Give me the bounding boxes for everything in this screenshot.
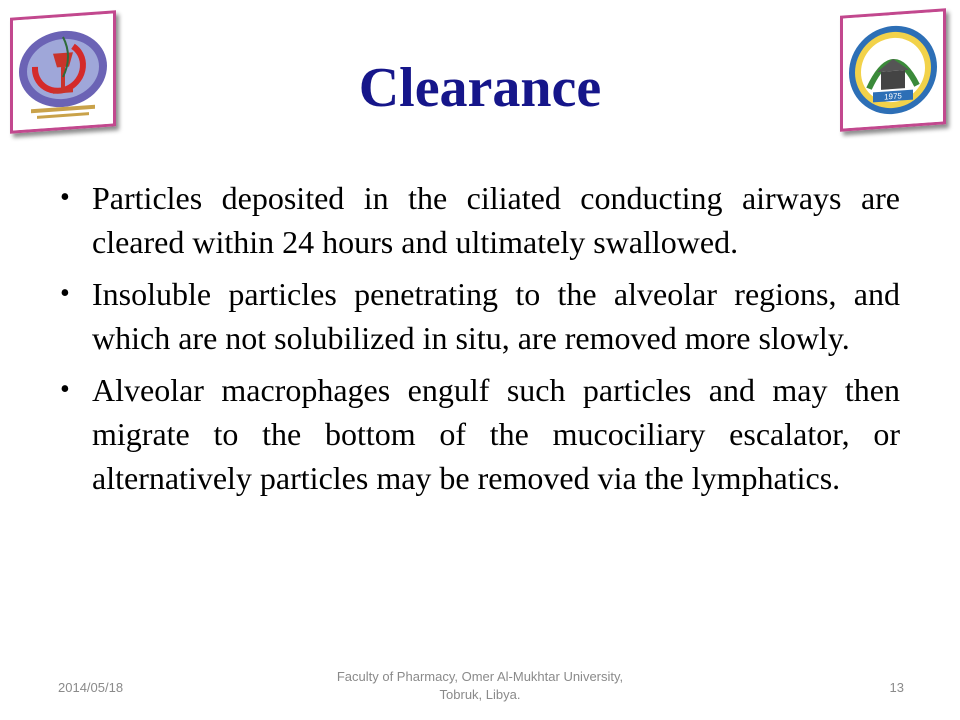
- footer-page-number: 13: [889, 680, 904, 695]
- slide-title: Clearance: [358, 57, 602, 119]
- bullet-item: [60, 272, 900, 360]
- bullet-text: Alveolar macrophages engulf such particles and may then migrate to the bottom of the mucociliary escalator, or alternatively particles may be removed via the lymphatics.: [92, 372, 900, 496]
- seal-year: 1975: [884, 91, 902, 102]
- bullet-item: [60, 368, 900, 500]
- bullet-text: Insoluble particles penetrating to the alveolar regions, and which are not solubilized in situ, are removed more slowly.: [92, 276, 900, 356]
- bullet-list: [60, 176, 900, 508]
- bullet-marker: •: [60, 374, 70, 405]
- footer-institution: Faculty of Pharmacy, Omer Al-Mukhtar University, Tobruk, Libya.: [336, 669, 624, 702]
- bullet-marker: •: [60, 182, 70, 213]
- footer-date: 2014/05/18: [58, 680, 124, 695]
- bullet-item: [60, 176, 900, 264]
- bullet-text: Particles deposited in the ciliated conducting airways are cleared within 24 hours and ultimately swallowed.: [92, 180, 900, 260]
- bullet-marker: •: [60, 278, 70, 309]
